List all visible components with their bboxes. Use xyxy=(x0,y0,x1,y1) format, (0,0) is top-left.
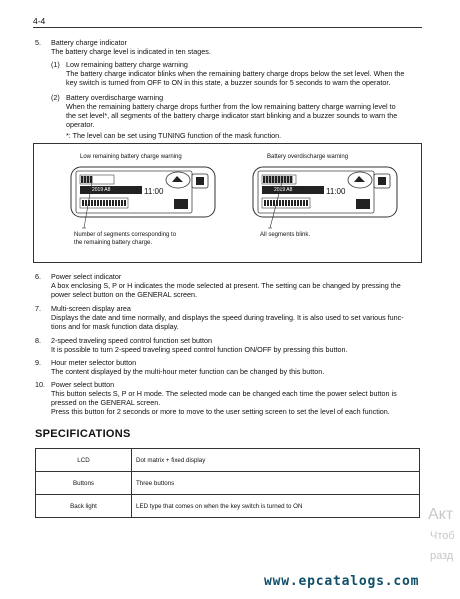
figure-box xyxy=(33,143,422,263)
spec-key: Buttons xyxy=(36,472,132,495)
item-5-desc: The battery charge level is indicated in ten stages. xyxy=(51,47,211,56)
item-5-title: Battery charge indicator xyxy=(51,38,127,47)
left-date-text: 2019 A8 xyxy=(92,187,111,193)
item-7-line2: tions and for mask function data display. xyxy=(51,322,179,331)
item-5-sub1-title: Low remaining battery charge warning xyxy=(66,60,188,69)
item-10-line3: Press this button for 2 seconds or more to move to the user setting screen to set the level of each function. xyxy=(51,407,390,416)
spec-key: Back light xyxy=(36,495,132,518)
spec-value: Three buttons xyxy=(132,472,420,495)
activation-watermark-line1: Акт xyxy=(428,506,454,523)
specifications-title: SPECIFICATIONS xyxy=(35,428,131,440)
item-10-line1: This button selects S, P or H mode. The selected mode can be changed each time the power select button is xyxy=(51,389,397,398)
item-7-title: Multi-screen display area xyxy=(51,304,131,313)
item-10-line2: pressed on the GENERAL screen. xyxy=(51,398,161,407)
figure-right-label: Battery overdischarge warning xyxy=(267,154,349,160)
item-5-sub1-number: (1) xyxy=(51,60,60,69)
left-annotation-line1: Number of segments corresponding to xyxy=(74,232,177,238)
table-row xyxy=(36,449,420,472)
item-9-title: Hour meter selector button xyxy=(51,358,137,367)
item-10-title: Power select button xyxy=(51,380,115,389)
activation-watermark-line3: разд xyxy=(430,550,454,562)
site-url: www.epcatalogs.com xyxy=(264,574,420,589)
item-7-number: 7. xyxy=(35,304,41,313)
item-6-number: 6. xyxy=(35,272,41,281)
item-5-sub2-line2: the set level*, all segments of the battery charge indicator start blinking and a buzzer sounds to warn the xyxy=(66,111,398,120)
spec-key: LCD xyxy=(36,449,132,472)
item-5-sub2-number: (2) xyxy=(51,93,60,102)
specifications-table xyxy=(35,448,420,518)
left-time-text: 11:00 xyxy=(144,187,164,196)
item-5-sub2-line3: operator. xyxy=(66,120,95,129)
item-8-number: 8. xyxy=(35,336,41,345)
spec-value: LED type that comes on when the key switch is turned to ON xyxy=(132,495,420,518)
item-6-line1: A box enclosing S, P or H indicates the mode selected at present. The setting can be changed by pressing the xyxy=(51,281,401,290)
table-row xyxy=(36,472,420,495)
item-6-line2: power select button on the GENERAL screen. xyxy=(51,290,197,299)
item-5-sub2-line1: When the remaining battery charge drops further from the low remaining battery charge warning level to xyxy=(66,102,396,111)
item-8-line1: It is possible to turn 2-speed traveling speed control function ON/OFF by pressing this button. xyxy=(51,345,348,354)
header-rule xyxy=(33,27,422,28)
item-9-line1: The content displayed by the multi-hour meter function can be changed by this button. xyxy=(51,367,325,376)
item-5-sub1-line2: key switch is turned from OFF to ON in this state, a buzzer sounds for 5 seconds to warn the operator. xyxy=(66,78,391,87)
item-10-number: 10. xyxy=(35,380,45,389)
right-annotation: All segments blink. xyxy=(260,232,311,238)
item-5-number: 5. xyxy=(35,38,41,47)
figure-left-label: Low remaining battery charge warning xyxy=(80,154,182,160)
right-time-text: 11:00 xyxy=(326,187,346,196)
item-7-line1: Displays the date and time normally, and displays the speed during traveling. It is also used to set various func- xyxy=(51,313,404,322)
page-number: 4-4 xyxy=(33,16,46,26)
item-8-title: 2-speed traveling speed control function set button xyxy=(51,336,213,345)
item-5-sub1-line1: The battery charge indicator blinks when the remaining battery charge drops below the set level. When the xyxy=(66,69,405,78)
table-row xyxy=(36,495,420,518)
activation-watermark-line2: Чтоб xyxy=(430,530,455,542)
item-6-title: Power select indicator xyxy=(51,272,122,281)
item-5-sub2-title: Battery overdischarge warning xyxy=(66,93,164,102)
right-date-text: 2019 A8 xyxy=(274,187,293,193)
left-annotation-line2: the remaining battery charge. xyxy=(74,240,153,246)
item-9-number: 9. xyxy=(35,358,41,367)
spec-value: Dot matrix + fixed display xyxy=(132,449,420,472)
tuning-note: *: The level can be set using TUNING function of the mask function. xyxy=(66,131,282,140)
